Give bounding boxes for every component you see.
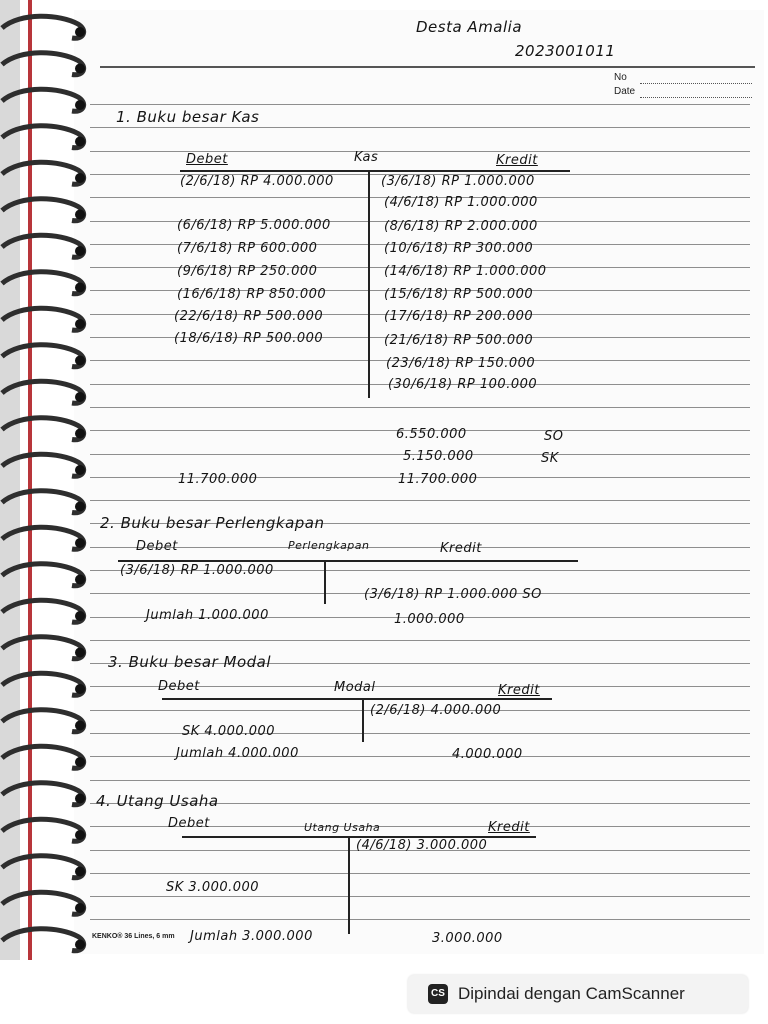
- binding-hole: [75, 27, 85, 37]
- camscanner-text: Dipindai dengan CamScanner: [458, 984, 685, 1003]
- kas-credit-entry: (17/6/18) RP 200.000: [384, 309, 534, 324]
- kas-balance-sk-value: 5.150.000: [403, 449, 474, 464]
- binding-hole: [75, 648, 85, 658]
- t-account-3-divider: [362, 698, 364, 742]
- utang-debit-entry: SK 3.000.000: [166, 880, 260, 895]
- kas-credit-entry: (21/6/18) RP 500.000: [384, 333, 534, 348]
- binding-hole: [75, 575, 85, 585]
- ruled-line: [90, 780, 750, 781]
- student-name: Desta Amalia: [416, 18, 523, 36]
- ruled-line: [90, 500, 750, 501]
- t-account-1-top: [180, 170, 570, 172]
- modal-total-credit: 4.000.000: [452, 747, 523, 762]
- kas-credit-entry: (14/6/18) RP 1.000.000: [384, 264, 547, 279]
- kas-credit-entry: (8/6/18) RP 2.000.000: [384, 219, 538, 234]
- ruled-line: [90, 127, 750, 128]
- binding-hole: [75, 903, 85, 913]
- ruled-line: [90, 896, 750, 897]
- binding-hole: [75, 429, 85, 439]
- binding-hole: [75, 611, 85, 621]
- binding-edge: [0, 0, 20, 960]
- ruled-line: [90, 104, 750, 105]
- utang-total-credit: 3.000.000: [432, 931, 503, 946]
- section-3-debit-label: Debet: [158, 679, 200, 694]
- kas-debit-entry: (7/6/18) RP 600.000: [177, 241, 318, 256]
- section-4-debit-label: Debet: [168, 816, 210, 831]
- binding-hole: [75, 100, 85, 110]
- section-2-debit-label: Debet: [136, 539, 178, 554]
- utang-credit-entry: (4/6/18) 3.000.000: [356, 838, 488, 853]
- kas-debit-entry: (18/6/18) RP 500.000: [174, 331, 324, 346]
- binding-hole: [75, 684, 85, 694]
- section-1-debit-label: Debet: [186, 152, 228, 167]
- binding-hole: [75, 64, 85, 74]
- kas-so-label: SO: [544, 429, 564, 444]
- modal-total-debit: Jumlah 4.000.000: [176, 746, 299, 761]
- date-label: Date: [614, 86, 636, 97]
- kas-debit-entry: (16/6/18) RP 850.000: [177, 287, 327, 302]
- binding-hole: [75, 721, 85, 731]
- margin-red-line: [28, 0, 32, 960]
- binding-hole: [75, 867, 85, 877]
- date-line: [640, 96, 752, 98]
- binding-hole: [75, 319, 85, 329]
- binding-hole: [75, 757, 85, 767]
- section-1-title: 1. Buku besar Kas: [116, 108, 260, 126]
- modal-credit-entry: (2/6/18) 4.000.000: [370, 703, 502, 718]
- binding-hole: [75, 794, 85, 804]
- ruled-line: [90, 547, 750, 548]
- camscanner-logo-icon: CS: [428, 984, 448, 1004]
- utang-total-debit: Jumlah 3.000.000: [190, 929, 313, 944]
- binding-hole: [75, 465, 85, 475]
- kas-credit-entry: (23/6/18) RP 150.000: [386, 356, 536, 371]
- section-1-credit-label: Kredit: [496, 153, 538, 168]
- binding-hole: [75, 283, 85, 293]
- perlengkapan-debit-entry: (3/6/18) RP 1.000.000: [120, 563, 274, 578]
- spiral-binding: [0, 0, 100, 960]
- perlengkapan-total-credit: 1.000.000: [394, 612, 465, 627]
- ruled-line: [90, 407, 750, 408]
- perlengkapan-credit-entry: (3/6/18) RP 1.000.000 SO: [364, 587, 542, 602]
- t-account-2-top: [118, 560, 578, 562]
- ruled-line: [90, 873, 750, 874]
- section-2-credit-label: Kredit: [440, 541, 482, 556]
- kas-total-debit: 11.700.000: [178, 472, 258, 487]
- kas-total-credit: 11.700.000: [398, 472, 478, 487]
- section-4-credit-label: Kredit: [488, 820, 530, 835]
- binding-hole: [75, 246, 85, 256]
- no-label: No: [614, 72, 627, 83]
- binding-hole: [75, 210, 85, 220]
- t-account-4-divider: [348, 836, 350, 934]
- kas-debit-entry: (22/6/18) RP 500.000: [174, 309, 324, 324]
- kas-sk-label: SK: [541, 451, 559, 466]
- t-account-3-top: [162, 698, 552, 700]
- kas-credit-entry: (15/6/18) RP 500.000: [384, 287, 534, 302]
- binding-hole: [75, 173, 85, 183]
- notebook-brand: KENKO® 36 Lines, 6 mm: [92, 933, 175, 940]
- t-account-2-divider: [324, 560, 326, 604]
- section-2-account-label: Perlengkapan: [288, 539, 370, 552]
- kas-credit-entry: (10/6/18) RP 300.000: [384, 241, 534, 256]
- modal-debit-entry: SK 4.000.000: [182, 724, 276, 739]
- binding-hole: [75, 538, 85, 548]
- ruled-line: [90, 640, 750, 641]
- camscanner-badge: [408, 975, 748, 1013]
- ruled-line-top: [100, 66, 755, 68]
- perlengkapan-total-debit: Jumlah 1.000.000: [146, 608, 269, 623]
- student-id: 2023001011: [515, 42, 616, 60]
- kas-credit-entry: (4/6/18) RP 1.000.000: [384, 195, 538, 210]
- section-3-title: 3. Buku besar Modal: [108, 653, 272, 671]
- kas-balance-so-value: 6.550.000: [396, 427, 467, 442]
- section-4-title: 4. Utang Usaha: [96, 792, 219, 810]
- binding-hole: [75, 940, 85, 950]
- binding-hole: [75, 502, 85, 512]
- t-account-1-divider: [368, 170, 370, 398]
- kas-credit-entry: (3/6/18) RP 1.000.000: [381, 174, 535, 189]
- binding-hole: [75, 830, 85, 840]
- binding-hole: [75, 392, 85, 402]
- section-3-credit-label: Kredit: [498, 683, 540, 698]
- kas-debit-entry: (2/6/18) RP 4.000.000: [180, 174, 334, 189]
- no-line: [640, 82, 752, 84]
- ruled-line: [90, 919, 750, 920]
- kas-debit-entry: (6/6/18) RP 5.000.000: [177, 218, 331, 233]
- section-4-account-label: Utang Usaha: [304, 821, 381, 834]
- kas-credit-entry: (30/6/18) RP 100.000: [388, 377, 538, 392]
- section-2-title: 2. Buku besar Perlengkapan: [100, 514, 325, 532]
- section-1-account-label: Kas: [354, 150, 379, 165]
- binding-hole: [75, 137, 85, 147]
- section-3-account-label: Modal: [334, 680, 376, 695]
- kas-debit-entry: (9/6/18) RP 250.000: [177, 264, 318, 279]
- binding-hole: [75, 356, 85, 366]
